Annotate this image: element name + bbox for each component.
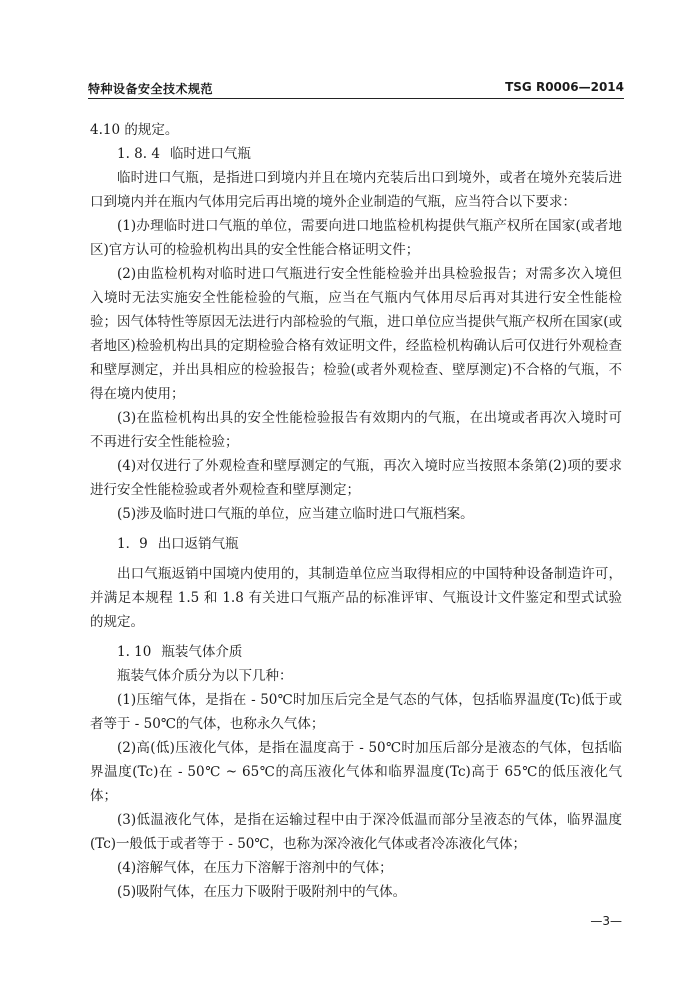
list-item: (1)办理临时进口气瓶的单位，需要向进口地监检机构提供气瓶产权所在国家(或者地区)官方认可的检验机构出具的安全性能合格证明文件； xyxy=(90,218,622,258)
section-number: 1. 8. 4 xyxy=(117,146,160,162)
list-item: (4)溶解气体，在压力下溶解于溶剂中的气体； xyxy=(117,860,393,876)
list-item: (5)涉及临时进口气瓶的单位，应当建立临时进口气瓶档案。 xyxy=(117,506,474,522)
list-item: (2)高(低)压液化气体，是指在温度高于 - 50℃时加压后部分是液态的气体，包括临界温度(Tc)在 - 50℃ ~ 65℃的高压液化气体和临界温度(Tc)高于 65℃的低压液化气体； xyxy=(90,740,622,804)
section-title: 临时进口气瓶 xyxy=(169,146,251,162)
section-heading-1-8-4 xyxy=(90,142,622,166)
running-header xyxy=(88,76,624,99)
list-item: (3)低温液化气体，是指在运输过程中由于深冷低温而部分呈液态的气体，临界温度(Tc)一般低于或者等于 - 50℃，也称为深冷液化气体或者冷冻液化气体； xyxy=(90,812,622,852)
paragraph-body: 出口气瓶返销中国境内使用的，其制造单位应当取得相应的中国特种设备制造许可，并满足本规程 1.5 和 1.8 有关进口气瓶产品的标准评审、气瓶设计文件鉴定和型式试验的规定。 xyxy=(90,566,622,630)
header-spec-title: 特种设备安全技术规范 xyxy=(88,82,214,96)
paragraph-intro: 临时进口气瓶，是指进口到境内并且在境内充装后出口到境外，或者在境外充装后进口到境内并在瓶内气体用完后再出境的境外企业制造的气瓶，应当符合以下要求： xyxy=(90,170,622,210)
header-doc-code: TSG R0006—2014 xyxy=(505,80,624,94)
page-body xyxy=(90,118,622,904)
list-item: (1)压缩气体，是指在 - 50℃时加压后完全是气态的气体，包括临界温度(Tc)低于或者等于 - 50℃的气体，也称永久气体； xyxy=(90,692,622,732)
list-item: (4)对仅进行了外观检查和壁厚测定的气瓶，再次入境时应当按照本条第(2)项的要求进行安全性能检验或者外观检查和壁厚测定； xyxy=(90,458,622,498)
paragraph-intro: 瓶装气体介质分为以下几种： xyxy=(117,668,293,684)
list-item: (2)由监检机构对临时进口气瓶进行安全性能检验并出具检验报告；对需多次入境但入境时无法实施安全性能检验的气瓶，应当在气瓶内气体用尽后再对其进行安全性能检验；因气体特性等原因无法进行内部检验的气瓶，进口单位应当提供气瓶产权所在国家(或者地区)检验机构出具的定期检验合格有效证明文件，经监检机构确认后可仅进行外观检查和壁厚测定，并出具相应的检验报告；检验(或者外观检查、壁厚测定)不合格的气瓶，不得在境内使用； xyxy=(90,266,622,402)
section-title: 出口返销气瓶 xyxy=(157,536,239,552)
page-number: —3— xyxy=(590,914,622,928)
list-item: (5)吸附气体，在压力下吸附于吸附剂中的气体。 xyxy=(117,884,407,900)
section-title: 瓶装气体介质 xyxy=(161,644,243,660)
continuation-text: 4.10 的规定。 xyxy=(90,122,179,138)
list-item: (3)在监检机构出具的安全性能检验报告有效期内的气瓶，在出境或者再次入境时可不再进行安全性能检验； xyxy=(90,410,622,450)
section-heading-1-10 xyxy=(90,640,622,664)
section-heading-1-9 xyxy=(90,532,622,556)
section-number: 1. 10 xyxy=(117,644,152,660)
section-number: 1．9 xyxy=(117,536,148,552)
